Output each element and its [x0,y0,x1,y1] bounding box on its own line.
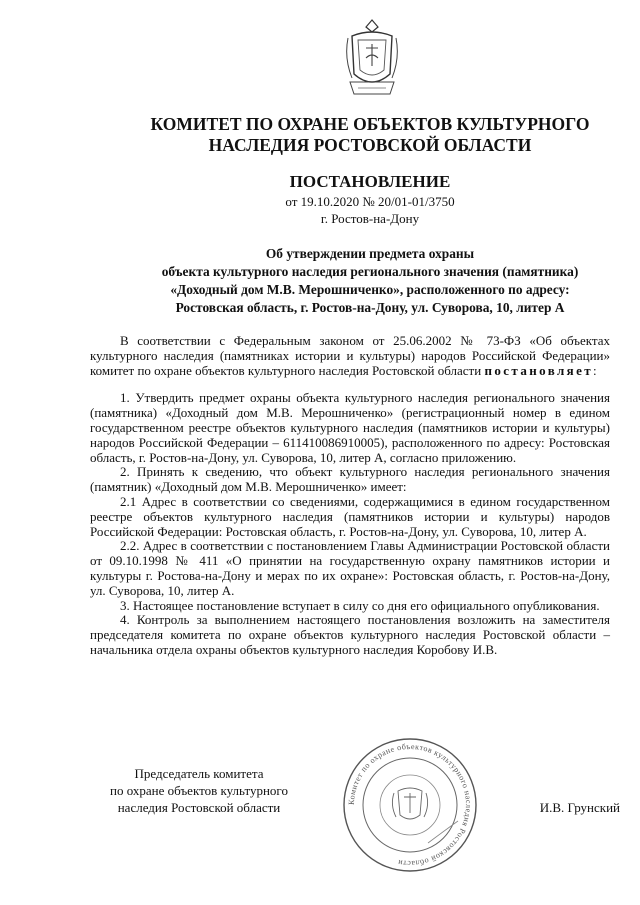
item-4: 4. Контроль за выполнением настоящего постановления возложить на заместителя председателя комитета по охране объектов культурного наследия Ростовской области – начальника отдела охраны объектов культурного наследия Коробову И.В. [90,612,610,657]
title-line-2: объекта культурного наследия регионального значения (памятника) [161,264,579,279]
organization-line-2: НАСЛЕДИЯ РОСТОВСКОЙ ОБЛАСТИ [208,135,532,155]
item-2-2: 2.2. Адрес в соответствии с постановлением Главы Администрации Ростовской области от 09.10.1998 № 411 «О принятии на государственную охрану памятников истории и культуры г. Ростова-на-Дону и мерах по их охране»: Ростовская область, г. Ростов-на-Дону, ул. Суворова, 10, литер А. [90,538,610,598]
preamble-text: В соответствии с Федеральным законом от 25.06.2002 № 73-ФЗ «Об объектах культурного наследия (памятниках истории и культуры) народов Российской Федерации» комитет по охране объектов культурного наследия Ростовской области [90,333,610,378]
signatory-position-line-2: по охране объектов культурного [110,783,288,798]
document-body [90,334,610,658]
seal-text: Комитет по охране объектов культурного наследия Ростовской области [346,741,474,869]
coat-of-arms-icon [344,18,400,100]
document-title [90,245,640,317]
item-2: 2. Принять к сведению, что объект культурного наследия регионального значения (памятник) «Доходный дом М.В. Мерошниченко» имеет: [90,464,610,495]
item-1: 1. Утвердить предмет охраны объекта культурного наследия регионального значения (памятника) «Доходный дом М.В. Мерошниченко» (регистрационный номер в едином государственном реестре объектов культурного наследия (памятников истории и культуры) народов Российской Федерации – 611410086910005), расположенного по адресу: Ростовская область, г. Ростов-на-Дону, ул. Суворова, 10, литер А, согласно приложению. [90,390,610,465]
official-seal [340,735,480,875]
item-2-1: 2.1 Адрес в соответствии со сведениями, содержащимися в едином государственном реестре объектов культурного наследия (памятников истории и культуры) народов Российской Федерации: Ростовская область, г. Ростов-на-Дону, ул. Суворова, 10, литер А. [90,493,610,539]
title-line-1: Об утверждении предмета охраны [265,246,475,261]
document-number: от 19.10.2020 № 20/01-01/3750 [285,194,455,209]
signatory-name: И.В. Грунский [539,800,620,815]
title-line-4: Ростовская область, г. Ростов-на-Дону, ул. Суворова, 10, литер А [175,300,565,315]
seal-emblem-icon [392,788,427,819]
preamble [90,334,610,378]
preamble-colon: : [593,362,597,378]
organization-name [140,114,600,156]
organization-line-1: КОМИТЕТ ПО ОХРАНЕ ОБЪЕКТОВ КУЛЬТУРНОГО [150,114,590,134]
signatory-position [84,765,314,816]
signatory-position-line-3: наследия Ростовской области [117,800,281,815]
signatory-position-line-1: Председатель комитета [134,766,264,781]
item-3: 3. Настоящее постановление вступает в силу со дня его официального опубликования. [120,597,600,613]
decree-word: постановляет [484,362,594,378]
title-line-3: «Доходный дом М.В. Мерошниченко», расположенного по адресу: [170,282,570,297]
document-type: ПОСТАНОВЛЕНИЕ [289,172,451,191]
document-city: г. Ростов-на-Дону [320,211,420,226]
